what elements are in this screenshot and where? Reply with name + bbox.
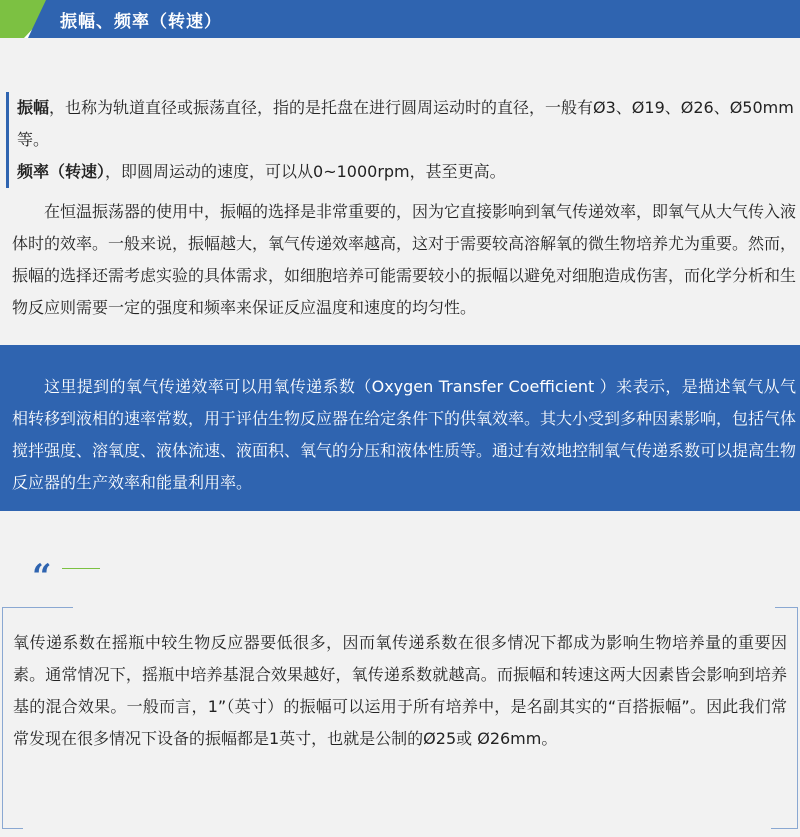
quote-corner-line [775,607,797,608]
amplitude-text: ，也称为轨道直径或振荡直径，指的是托盘在进行圆周运动时的直径，一般有Ø3、Ø19、Ø26、Ø50mm等。 [17,98,794,149]
highlight-band [0,345,800,511]
quote-box [2,607,798,829]
quote-paragraph: 氧传递系数在摇瓶中较生物反应器要低很多，因而氧传递系数在很多情况下都成为影响生物培养量的重要因素。通常情况下，摇瓶中培养基混合效果越好，氧传递系数就越高。而振幅和转速这两大因素皆会影响到培养基的混合效果。一般而言，1”（英寸）的振幅可以运用于所有培养中，是名副其实的“百搭振幅”。因此我们常常发现在很多情况下设备的振幅都是1英寸，也就是公制的Ø25或 Ø26mm。 [13,633,787,748]
amplitude-definition [17,92,796,156]
definition-block [6,92,796,188]
quote-divider [62,568,100,569]
section-title: 振幅、频率（转速） [60,12,222,32]
frequency-definition [17,156,796,188]
quote-corner-line [3,828,23,829]
amplitude-term: 振幅 [17,98,50,117]
quote-icon: “ [32,557,52,597]
frequency-term: 频率（转速） [17,162,106,181]
highlight-paragraph: 这里提到的氧气传递效率可以用氧传递系数（Oxygen Transfer Coefficient ）来表示，是描述氧气从气相转移到液相的速率常数，用于评估生物反应器在给定条件下的供氧效率。其大小受到多种因素影响，包括气体搅拌强度、溶氧度、液体流速、液面积、氧气的分压和液体性质等。通过有效地控制氧气传递系数可以提高生物反应器的生产效率和能量利用率。 [12,377,797,492]
body-paragraph: 在恒温振荡器的使用中，振幅的选择是非常重要的，因为它直接影响到氧气传递效率，即氧气从大气传入液体时的效率。一般来说，振幅越大，氧气传递效率越高，这对于需要较高溶解氧的微生物培养尤为重要。然而，振幅的选择还需考虑实验的具体需求，如细胞培养可能需要较小的振幅以避免对细胞造成伤害，而化学分析和生物反应则需要一定的强度和频率来保证反应温度和速度的均匀性。 [12,202,797,317]
section-header [0,0,800,38]
frequency-text: ，即圆周运动的速度，可以从0~1000rpm，甚至更高。 [105,162,506,181]
